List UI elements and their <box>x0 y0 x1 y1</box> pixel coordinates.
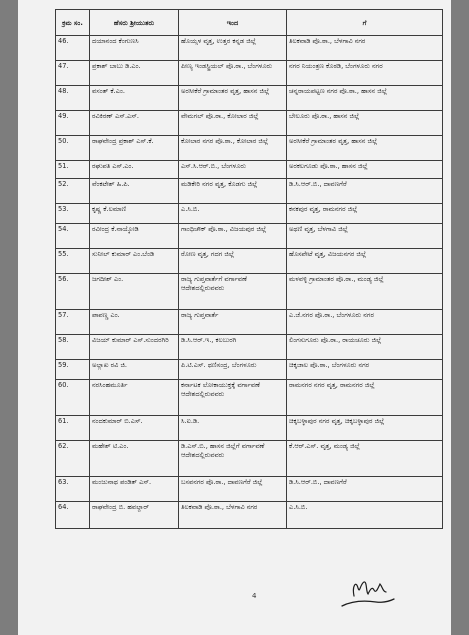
cell-from: ಕರ್ನಾಟಕ ಲೋಕಾಯುಕ್ತಕ್ಕೆ ವರ್ಗಾವಣೆ ಆದೇಶದಲ್ಲಿರುವವರು <box>179 380 287 416</box>
cell-name: ರಘುಪತಿ ಎಸ್.ಎಂ. <box>90 161 179 179</box>
header-from: ಇಂದ <box>179 10 287 36</box>
cell-serial-no: 58. <box>56 335 90 360</box>
table-row <box>56 360 443 380</box>
cell-to: ಡಿ.ಸಿ.ಆರ್.ಬಿ., ದಾವಣಗೆರೆ <box>287 179 443 204</box>
cell-serial-no: 60. <box>56 380 90 416</box>
cell-to: ಚಿಕ್ಕಬಳ್ಳಾಪುರ ನಗರ ವೃತ್ತ, ಚಿಕ್ಕಬಳ್ಳಾಪುರ ಜಿಲ್ಲೆ <box>287 416 443 441</box>
table-row <box>56 111 443 136</box>
cell-from: ಡಿ.ಸಿ.ಆರ್.ಇ., ಕಲಬುರಗಿ <box>179 335 287 360</box>
cell-from: ಅರಸೀಕೆರೆ ಗ್ರಾಮಾಂತರ ವೃತ್ತ, ಹಾಸನ ಜಿಲ್ಲೆ <box>179 86 287 111</box>
transfer-table <box>55 9 443 529</box>
cell-name: ಮಂಜುನಾಥ ಪಂಡಿತ್ ಎಸ್. <box>90 477 179 502</box>
cell-to: ಚನ್ನರಾಯಪಟ್ಟಣ ನಗರ ಪೊ.ಠಾ., ಹಾಸನ ಜಿಲ್ಲೆ <box>287 86 443 111</box>
cell-from: ಪೀಣ್ಯ ಇಂಡಸ್ಟ್ರಿಯಲ್ ಪೊ.ಠಾ., ಬೆಂಗಳೂರು <box>179 61 287 86</box>
cell-to: ಎ.ಜೆ.ನಗರ ಪೊ.ಠಾ., ಬೆಂಗಳೂರು ನಗರ <box>287 310 443 335</box>
cell-to: ನಗರ ನಿಯಂತ್ರಣ ಕೊಠಡಿ, ಬೆಂಗಳೂರು ನಗರ <box>287 61 443 86</box>
cell-from: ಪಿ.ಟಿ.ಎಸ್. ಥಣಿಸಂದ್ರ, ಬೆಂಗಳೂರು <box>179 360 287 380</box>
cell-serial-no: 61. <box>56 416 90 441</box>
header-to: ಗೆ <box>287 10 443 36</box>
cell-name: ಮಹೇಶ್ ಟಿ.ಎಂ. <box>90 441 179 477</box>
cell-name: ಪಾಪಣ್ಣ ಎಂ. <box>90 310 179 335</box>
cell-to: ಡಿ.ಸಿ.ಆರ್.ಬಿ., ದಾವಣಗೆರೆ <box>287 477 443 502</box>
cell-serial-no: 49. <box>56 111 90 136</box>
cell-from: ಮಡಿಕೇರಿ ನಗರ ವೃತ್ತ, ಕೊಡಗು ಜಿಲ್ಲೆ <box>179 179 287 204</box>
cell-name: ವಿಜಯ್ ಕುಮಾರ್ ಎಸ್.ಸುಂದರಗಿರಿ <box>90 335 179 360</box>
cell-to: ಅಥಣಿ ವೃತ್ತ, ಬೆಳಗಾವಿ ಜಿಲ್ಲೆ <box>287 224 443 249</box>
cell-serial-no: 47. <box>56 61 90 86</box>
cell-name: ನರಸಿಂಹಮೂರ್ತಿ <box>90 380 179 416</box>
cell-serial-no: 52. <box>56 179 90 204</box>
cell-from: ರಾಜ್ಯ ಗುಪ್ತವಾರ್ತೆಗೆ ವರ್ಗಾವಣೆ ಆದೇಶದಲ್ಲಿರುವವರು <box>179 274 287 310</box>
cell-to: ತಿಲಕವಾಡಿ ಪೊ.ಠಾ., ಬೆಳಗಾವಿ ನಗರ <box>287 36 443 61</box>
table-row <box>56 502 443 529</box>
table-row <box>56 86 443 111</box>
cell-name: ದಯಾನಂದ ಕೆಂಗುಣಸಿ <box>90 36 179 61</box>
cell-name: ಜಗದೀಶ್ ಎಂ. <box>90 274 179 310</box>
table-row <box>56 224 443 249</box>
cell-serial-no: 54. <box>56 224 90 249</box>
cell-from: ಬಸವನಗರ ಪೊ.ಠಾ., ದಾವಣಗೆರೆ ಜಿಲ್ಲೆ <box>179 477 287 502</box>
cell-to: ಕನಕಪುರ ವೃತ್ತ, ರಾಮನಗರ ಜಿಲ್ಲೆ <box>287 204 443 224</box>
table-row <box>56 61 443 86</box>
cell-name: ನಂದಕುಮಾರ್ ಬಿ.ಎಸ್. <box>90 416 179 441</box>
cell-name: ರವಿಕಿರಣ್ ಎಸ್.ಎಸ್. <box>90 111 179 136</box>
cell-name: ವೆಂಕಟೇಶ್ ಹಿ.ಪಿ. <box>90 179 179 204</box>
cell-from: ವೇಮಗಲ್ ಪೊ.ಠಾ., ಕೋಲಾರ ಜಿಲ್ಲೆ <box>179 111 287 136</box>
cell-name: ಪ್ರಕಾಶ್ ಬಾಬು ಡಿ.ಎಂ. <box>90 61 179 86</box>
cell-name: ರಾಘವೇಂದ್ರ ಬಿ. ಹವಲ್ದಾರ್ <box>90 502 179 529</box>
table-row <box>56 380 443 416</box>
cell-serial-no: 46. <box>56 36 90 61</box>
cell-from: ತಿಲಕವಾಡಿ ಪೊ.ಠಾ., ಬೆಳಗಾವಿ ನಗರ <box>179 502 287 529</box>
cell-to: ಎ.ಸಿ.ಬಿ. <box>287 502 443 529</box>
table-row <box>56 136 443 161</box>
cell-from: ಡಿ.ಎಸ್.ಬಿ., ಹಾಸನ ಜಿಲ್ಲೆಗೆ ವರ್ಗಾವಣೆ ಆದೇಶದಲ್ಲಿರುವವರು <box>179 441 287 477</box>
cell-serial-no: 55. <box>56 249 90 274</box>
table-header-row <box>56 10 443 36</box>
page-number: 4 <box>252 592 257 600</box>
cell-from: ಎ.ಸಿ.ಬಿ. <box>179 204 287 224</box>
table-row <box>56 204 443 224</box>
cell-name: ಕೃಷ್ಣ ಕೆ.ಲಮಾಣಿ <box>90 204 179 224</box>
cell-from: ರಾಜ್ಯ ಗುಪ್ತವಾರ್ತೆ <box>179 310 287 335</box>
cell-to: ಅರಕಲಗೂಡು ಪೊ.ಠಾ., ಹಾಸನ ಜಿಲ್ಲೆ <box>287 161 443 179</box>
cell-to: ಚಿಕ್ಕಜಾಲ ಪೊ.ಠಾ., ಬೆಂಗಳೂರು ನಗರ <box>287 360 443 380</box>
cell-to: ಅರಸೀಕೆರೆ ಗ್ರಾಮಾಂತರ ವೃತ್ತ, ಹಾಸನ ಜಿಲ್ಲೆ <box>287 136 443 161</box>
cell-serial-no: 48. <box>56 86 90 111</box>
cell-serial-no: 64. <box>56 502 90 529</box>
table-row <box>56 335 443 360</box>
cell-serial-no: 63. <box>56 477 90 502</box>
cell-name: ಅಲ್ಲಾಖ ರವಿ ಜಿ. <box>90 360 179 380</box>
cell-to: ಕೆ.ಆರ್.ಎಸ್. ವೃತ್ತ, ಮಂಡ್ಯ ಜಿಲ್ಲೆ <box>287 441 443 477</box>
table-row <box>56 477 443 502</box>
table-row <box>56 161 443 179</box>
cell-to: ರಾಮನಗರ ನಗರ ವೃತ್ತ, ರಾಮನಗರ ಜಿಲ್ಲೆ <box>287 380 443 416</box>
cell-from: ಕೋಲಾರ ನಗರ ಪೊ.ಠಾ., ಕೋಲಾರ ಜಿಲ್ಲೆ <box>179 136 287 161</box>
cell-serial-no: 56. <box>56 274 90 310</box>
header-name: ಹೆಸರು ಶ್ರೀಯುತರು <box>90 10 179 36</box>
cell-name: ರಾಘವೇಂದ್ರ ಪ್ರಕಾಶ್ ಎಸ್.ಕೆ. <box>90 136 179 161</box>
cell-serial-no: 57. <box>56 310 90 335</box>
cell-from: ಹೊಯ್ಸಳ ವೃತ್ತ, ಉತ್ತರ ಕನ್ನಡ ಜಿಲ್ಲೆ <box>179 36 287 61</box>
cell-to: ಲಿಂಗಸುಗೂರು ಪೊ.ಠಾ., ರಾಯಚೂರು ಜಿಲ್ಲೆ <box>287 335 443 360</box>
cell-serial-no: 59. <box>56 360 90 380</box>
table-row <box>56 249 443 274</box>
signature-image <box>336 572 400 616</box>
cell-from: ಎಸ್.ಸಿ.ಆರ್.ಬಿ., ಬೆಂಗಳೂರು <box>179 161 287 179</box>
document-page <box>18 0 451 635</box>
cell-serial-no: 53. <box>56 204 90 224</box>
cell-name: ವಸಂತ್ ಕೆ.ಎಂ. <box>90 86 179 111</box>
cell-to: ಹೊಸಪೇಟೆ ವೃತ್ತ, ವಿಜಯನಗರ ಜಿಲ್ಲೆ <box>287 249 443 274</box>
cell-serial-no: 50. <box>56 136 90 161</box>
cell-from: ಗಾಂಧಿಚೌಕ್ ಪೊ.ಠಾ., ವಿಜಯಪುರ ಜಿಲ್ಲೆ <box>179 224 287 249</box>
cell-name: ಸುನೀಲ್ ಕುಮಾರ್ ಎಂ.ಬೆಂಡಿ <box>90 249 179 274</box>
table-body <box>56 36 443 529</box>
table-row <box>56 274 443 310</box>
table-row <box>56 179 443 204</box>
cell-to: ಬೇಲೂರು ಪೊ.ಠಾ., ಹಾಸನ ಜಿಲ್ಲೆ <box>287 111 443 136</box>
header-serial-no: ಕ್ರಮ ಸಂ. <box>56 10 90 36</box>
table-row <box>56 416 443 441</box>
cell-serial-no: 51. <box>56 161 90 179</box>
cell-to: ಮಳವಳ್ಳಿ ಗ್ರಾಮಾಂತರ ಪೊ.ಠಾ., ಮಂಡ್ಯ ಜಿಲ್ಲೆ <box>287 274 443 310</box>
cell-from: ಸಿ.ಐ.ಡಿ. <box>179 416 287 441</box>
cell-serial-no: 62. <box>56 441 90 477</box>
cell-from: ರೋಣ ವೃತ್ತ, ಗದಗ ಜಿಲ್ಲೆ <box>179 249 287 274</box>
table-row <box>56 310 443 335</box>
table-row <box>56 36 443 61</box>
table-row <box>56 441 443 477</box>
cell-name: ರವೀಂದ್ರ ಕೆ.ನಾಯ್ಕೋಡಿ <box>90 224 179 249</box>
